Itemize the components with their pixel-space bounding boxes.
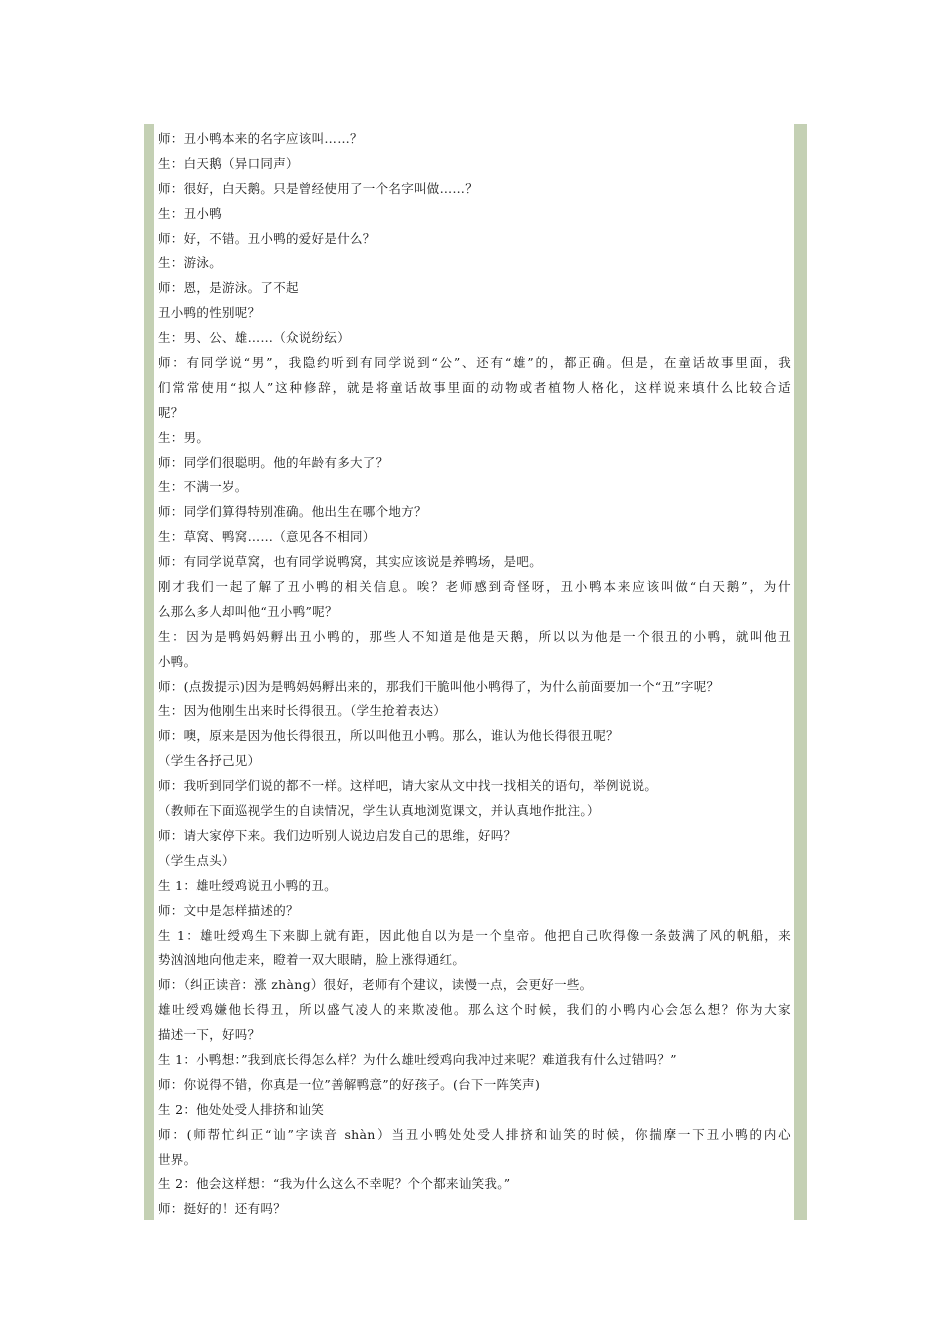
text-line: 生：白天鹅（异口同声） (158, 155, 299, 171)
text-line: 刚才我们一起了解了丑小鸭的相关信息。唉？老师感到奇怪呀，丑小鸭本来应该叫做“白天鹅”，为什 (158, 579, 791, 595)
text-line: 师：(师帮忙纠正“讪”字读音 shàn）当丑小鸭处处受人排挤和讪笑的时候，你揣摩一下丑小鸭的内心 (158, 1126, 791, 1142)
text-line: 师：(点拨提示)因为是鸭妈妈孵出来的，那我们干脆叫他小鸭得了，为什么前面要加一个“丑”字呢？ (158, 678, 720, 694)
text-line: 描述一下，好吗？ (158, 1027, 261, 1043)
text-line: 生：男、公、雄……（众说纷纭） (158, 330, 351, 346)
text-line: 生：游泳。 (158, 255, 223, 271)
text-line: 生：不满一岁。 (158, 479, 248, 495)
text-line: 生：因为他刚生出来时长得很丑。（学生抢着表达） (158, 703, 447, 719)
text-line: 么那么多人却叫他“丑小鸭”呢？ (158, 603, 338, 619)
text-line: 势汹汹地向他走来，瞪着一双大眼睛，脸上涨得通红。 (158, 952, 466, 968)
text-line: 师：请大家停下来。我们边听别人说边启发自己的思维，好吗？ (158, 827, 517, 843)
text-line: （教师在下面巡视学生的自读情况，学生认真地浏览课文，并认真地作批注。） (158, 803, 600, 819)
text-line: 丑小鸭的性别呢？ (158, 305, 261, 321)
text-line: 师：同学们很聪明。他的年龄有多大了？ (158, 454, 389, 470)
text-line: 们常常使用“拟人”这种修辞，就是将童话故事里面的动物或者植物人格化，这样说来填什么比较合适 (158, 379, 791, 395)
text-line: 师：同学们算得特别准确。他出生在哪个地方？ (158, 504, 427, 520)
text-line: 师：我听到同学们说的都不一样。这样吧，请大家从文中找一找相关的语句，举例说说。 (158, 778, 658, 794)
text-line: 生：男。 (158, 429, 210, 445)
text-line: 小鸭。 (158, 653, 197, 669)
text-line: 师：恩，是游泳。了不起 (158, 280, 299, 296)
text-line: 生 1：雄吐绶鸡说丑小鸭的丑。 (158, 877, 337, 893)
document-text (158, 127, 791, 1222)
right-border-bar (794, 124, 807, 1220)
text-line: 师：好，不错。丑小鸭的爱好是什么？ (158, 230, 376, 246)
text-line: （学生各抒己见） (158, 753, 261, 769)
text-line: 师：（纠正读音：涨 zhàng）很好，老师有个建议，读慢一点，会更好一些。 (158, 977, 593, 993)
text-line: 师：你说得不错，你真是一位”善解鸭意”的好孩子。(台下一阵笑声) (158, 1076, 541, 1092)
text-line: 师：丑小鸭本来的名字应该叫……？ (158, 131, 363, 146)
document-page (144, 124, 807, 1220)
text-line: 师：噢，原来是因为他长得很丑，所以叫他丑小鸭。那么，谁认为他长得很丑呢？ (158, 728, 619, 744)
left-border-bar (144, 124, 154, 1220)
text-line: 世界。 (158, 1151, 197, 1167)
text-line: 生：草窝、鸭窝……（意见各不相同） (158, 529, 376, 545)
text-line: 生：丑小鸭 (158, 205, 223, 221)
text-line: 生 2：他会这样想：“我为什么这么不幸呢？个个都来讪笑我。” (158, 1176, 511, 1192)
text-line: 生：因为是鸭妈妈孵出丑小鸭的，那些人不知道是他是天鹅，所以以为他是一个很丑的小鸭，就叫他丑 (158, 628, 791, 644)
text-line: 生 1：小鸭想：”我到底长得怎么样？为什么雄吐绶鸡向我冲过来呢？难道我有什么过错吗？” (158, 1051, 677, 1067)
text-line: 雄吐绶鸡嫌他长得丑，所以盛气凌人的来欺凌他。那么这个时候，我们的小鸭内心会怎么想？你为大家 (158, 1002, 791, 1018)
text-line: （学生点头） (158, 852, 235, 868)
text-line: 师：文中是怎样描述的？ (158, 902, 299, 918)
text-line: 师：挺好的！还有吗？ (158, 1201, 287, 1217)
text-line: 师：很好，白天鹅。只是曾经使用了一个名字叫做……？ (158, 180, 479, 196)
text-line: 生 2：他处处受人排挤和讪笑 (158, 1101, 325, 1117)
text-line: 呢？ (158, 404, 184, 420)
text-line: 师：有同学说“男”，我隐约听到有同学说到“公”、还有“雄”的，都正确。但是，在童话故事里面，我 (158, 355, 791, 371)
text-line: 师：有同学说草窝，也有同学说鸭窝，其实应该说是养鸭场，是吧。 (158, 554, 543, 570)
text-line: 生 1：雄吐绶鸡生下来脚上就有距，因此他自以为是一个皇帝。他把自己吹得像一条鼓满了风的帆船，来 (158, 927, 791, 943)
